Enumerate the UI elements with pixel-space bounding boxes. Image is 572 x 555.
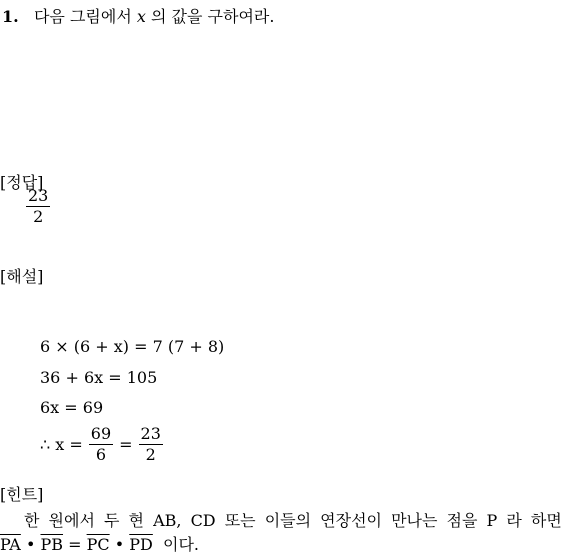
- explanation-line-1: 6 × (6 + x) = 7 (7 + 8): [40, 337, 225, 356]
- explanation-line-3: 6x = 69: [40, 398, 104, 417]
- answer-numerator: 23: [28, 186, 49, 205]
- therefore-x-equals: ∴ x =: [40, 435, 83, 454]
- equals-sign: =: [119, 435, 133, 454]
- explanation-line-2: 36 + 6x = 105: [40, 368, 158, 387]
- problem-statement: [2, 4, 274, 27]
- segment-pc: $\overline{PC}$: [86, 535, 110, 554]
- explanation-label: [해설]: [0, 267, 44, 286]
- problem-variable: x: [136, 7, 146, 26]
- answer-label: [정답]: [0, 173, 44, 192]
- hint-label: [힌트]: [0, 485, 44, 504]
- segment-pa: $\overline{PA}$: [0, 535, 21, 554]
- fraction-1-numerator: 69: [90, 424, 112, 443]
- dot-operator-1: •: [25, 535, 36, 554]
- answer-denominator: 2: [33, 207, 44, 226]
- explanation-line-4: [40, 426, 163, 463]
- hint-line-2: [0, 532, 199, 555]
- segment-pd: $\overline{PD}$: [129, 535, 153, 554]
- problem-text-after: 의 값을 구하여라.: [151, 7, 275, 26]
- problem-text-before: 다음 그림에서: [33, 7, 132, 26]
- equals-sign-hint: =: [68, 535, 82, 554]
- dot-operator-2: •: [114, 535, 125, 554]
- fraction-1-denominator: 6: [95, 445, 107, 464]
- fraction-2-numerator: 23: [140, 424, 161, 443]
- fraction-2-denominator: 2: [145, 445, 156, 464]
- answer-fraction: [26, 188, 50, 225]
- hint-suffix: 이다.: [163, 535, 200, 554]
- problem-number: 1.: [2, 7, 19, 26]
- segment-pb: $\overline{PB}$: [40, 535, 64, 554]
- hint-line-1: 한 원에서 두 현 AB, CD 또는 이들의 연장선이 만나는 점을 P 라 하면: [24, 511, 562, 530]
